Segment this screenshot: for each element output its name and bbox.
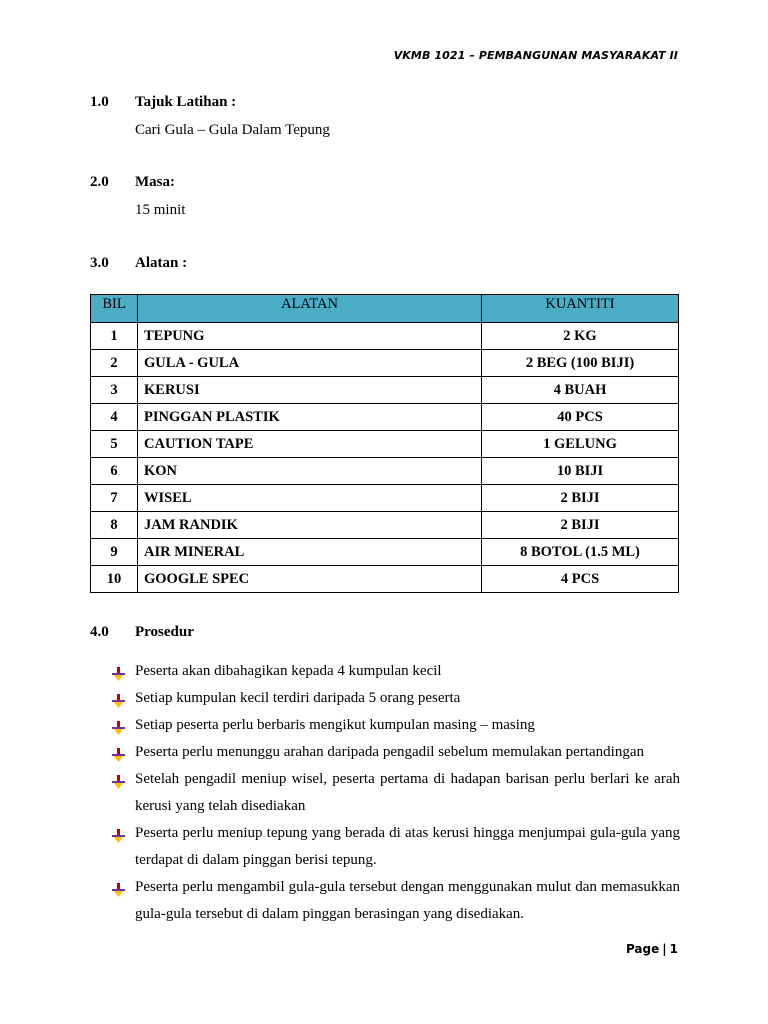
table-row: [91, 323, 679, 350]
table-row: [91, 350, 679, 377]
page-footer: [626, 942, 678, 956]
table-row: [91, 431, 679, 458]
page-number: 1: [669, 942, 678, 956]
cell-alatan: JAM RANDIK: [138, 512, 482, 539]
table-row: [91, 512, 679, 539]
cell-alatan: PINGGAN PLASTIK: [138, 404, 482, 431]
cell-bil: 7: [91, 485, 138, 512]
procedure-text: Setiap kumpulan kecil terdiri daripada 5 orang peserta: [135, 690, 461, 706]
cell-bil: 2: [91, 350, 138, 377]
cell-bil: 10: [91, 566, 138, 593]
section-title: Tajuk Latihan :: [135, 94, 237, 110]
table-row: [91, 485, 679, 512]
table-row: [91, 404, 679, 431]
procedure-text: Setiap peserta perlu berbaris mengikut kumpulan masing – masing: [135, 717, 535, 733]
section-title: Prosedur: [135, 624, 194, 640]
cell-alatan: GULA - GULA: [138, 350, 482, 377]
list-item: [90, 712, 680, 739]
cell-bil: 5: [91, 431, 138, 458]
equipment-table: [90, 294, 679, 593]
list-item: [90, 766, 680, 820]
cell-kuantiti: 2 KG: [482, 323, 679, 350]
cell-alatan: GOOGLE SPEC: [138, 566, 482, 593]
arrow-bullet-icon: [112, 691, 125, 705]
column-header-bil: BIL: [91, 295, 138, 323]
arrow-bullet-icon: [112, 664, 125, 678]
section-title: Alatan :: [135, 255, 188, 271]
section-number: 1.0: [90, 94, 109, 110]
cell-alatan: WISEL: [138, 485, 482, 512]
arrow-bullet-icon: [112, 772, 125, 786]
page-separator: |: [662, 942, 667, 956]
procedure-text: Peserta perlu meniup tepung yang berada di atas kerusi hingga menjumpai gula-gula yang terdapat di dalam pinggan berisi tepung.: [135, 825, 680, 868]
cell-alatan: KON: [138, 458, 482, 485]
table-row: [91, 377, 679, 404]
arrow-bullet-icon: [112, 826, 125, 840]
procedure-text: Setelah pengadil meniup wisel, peserta pertama di hadapan barisan perlu berlari ke arah kerusi yang telah disediakan: [135, 771, 680, 814]
cell-alatan: AIR MINERAL: [138, 539, 482, 566]
list-item: [90, 658, 680, 685]
cell-alatan: CAUTION TAPE: [138, 431, 482, 458]
cell-bil: 6: [91, 458, 138, 485]
procedure-text: Peserta perlu mengambil gula-gula tersebut dengan menggunakan mulut dan memasukkan gula-gula tersebut di dalam pinggan berasingan yang disediakan.: [135, 879, 680, 922]
procedure-text: Peserta akan dibahagikan kepada 4 kumpulan kecil: [135, 663, 442, 679]
section-title: Masa:: [135, 174, 175, 190]
cell-kuantiti: 8 BOTOL (1.5 ML): [482, 539, 679, 566]
cell-bil: 9: [91, 539, 138, 566]
procedure-text: Peserta perlu menunggu arahan daripada pengadil sebelum memulakan pertandingan: [135, 744, 644, 760]
column-header-alatan: ALATAN: [138, 295, 482, 323]
section-number: 4.0: [90, 624, 109, 640]
arrow-bullet-icon: [112, 745, 125, 759]
list-item: [90, 685, 680, 712]
procedure-list: [90, 658, 680, 928]
cell-kuantiti: 1 GELUNG: [482, 431, 679, 458]
section-body: Cari Gula – Gula Dalam Tepung: [135, 122, 330, 138]
cell-alatan: TEPUNG: [138, 323, 482, 350]
cell-kuantiti: 4 BUAH: [482, 377, 679, 404]
table-row: [91, 539, 679, 566]
page-label: Page: [625, 942, 660, 956]
cell-kuantiti: 2 BEG (100 BIJI): [482, 350, 679, 377]
cell-bil: 4: [91, 404, 138, 431]
running-header: VKMB 1021 – PEMBANGUNAN MASYARAKAT II: [393, 49, 678, 62]
cell-kuantiti: 4 PCS: [482, 566, 679, 593]
list-item: [90, 820, 680, 874]
list-item: [90, 874, 680, 928]
cell-kuantiti: 40 PCS: [482, 404, 679, 431]
table-header-row: [91, 295, 679, 323]
column-header-kuantiti: KUANTITI: [482, 295, 679, 323]
section-number: 3.0: [90, 255, 109, 271]
cell-bil: 8: [91, 512, 138, 539]
arrow-bullet-icon: [112, 718, 125, 732]
cell-kuantiti: 2 BIJI: [482, 485, 679, 512]
table-row: [91, 566, 679, 593]
cell-alatan: KERUSI: [138, 377, 482, 404]
arrow-bullet-icon: [112, 880, 125, 894]
cell-bil: 1: [91, 323, 138, 350]
section-number: 2.0: [90, 174, 109, 190]
section-body: 15 minit: [135, 202, 186, 218]
cell-kuantiti: 2 BIJI: [482, 512, 679, 539]
cell-kuantiti: 10 BIJI: [482, 458, 679, 485]
cell-bil: 3: [91, 377, 138, 404]
table-row: [91, 458, 679, 485]
list-item: [90, 739, 680, 766]
